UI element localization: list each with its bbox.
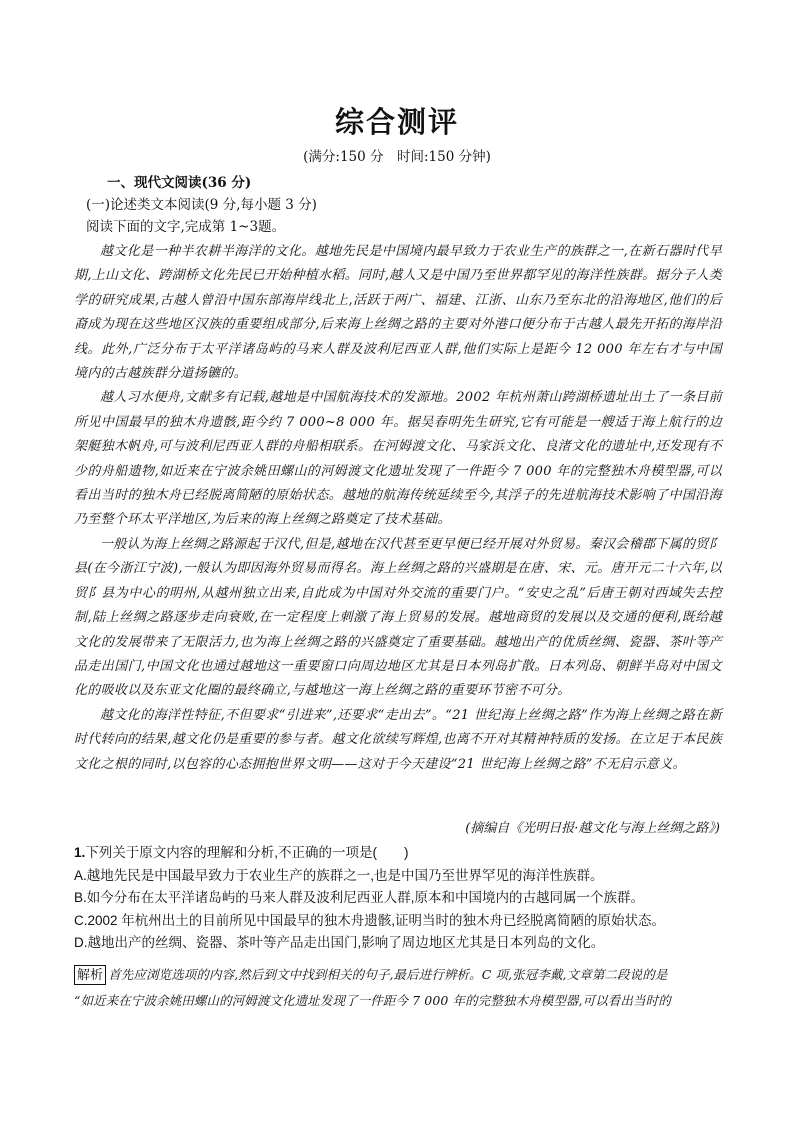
analysis-tag: 解析 [74, 965, 106, 985]
passage-paragraph: 越文化是一种半农耕半海洋的文化。越地先民是中国境内最早致力于农业生产的族群之一,在新石器时代早期,上山文化、跨湖桥文化先民已开始种植水稻。同时,越人又是中国乃至世界都罕见的海洋性族群。据分子人类学的研究成果,古越人曾沿中国东部海岸线北上,活跃于两广、福建、江浙、山东乃至东北的沿海地区,他们的后裔成为现在这些地区汉族的重要组成部分,后来海上丝绸之路的主要对外港口便分布于古越人最先开拓的海岸沿线。此外,广泛分布于太平洋诸岛屿的马来人群及波利尼西亚人群,他们实际上是距今 12 000 年左右才与中国境内的古越族群分道扬镳的。 [74, 244, 722, 382]
subsection-heading: (一)论述类文本阅读(9 分,每小题 3 分) [86, 197, 317, 213]
page-title: 综合测评 [334, 105, 459, 139]
reading-instruction: 阅读下面的文字,完成第 1~3题。 [86, 219, 286, 235]
option-a: A.越地先民是中国最早致力于农业生产的族群之一,也是中国乃至世界罕见的海洋性族群。 [74, 867, 604, 883]
option-c: C.2002 年杭州出土的目前所见中国最早的独木舟遗骸,证明当时的独木舟已经脱离简陋的原始状态。 [74, 912, 666, 928]
section-heading: 一、现代文阅读(36 分) [107, 175, 252, 191]
passage-paragraph: 越文化的海洋性特征,不但要求“引进来”,还要求“走出去”。“21 世纪海上丝绸之路”作为海上丝绸之路在新时代转向的结果,越文化仍是重要的参与者。越文化欲续写辉煌,也离不开对其精神特质的发扬。在立足于本民族文化之根的同时,以包容的心态拥抱世界文明——这对于今天建设“21 世纪海上丝绸之路”不无启示意义。 [74, 707, 722, 772]
analysis-line: “如近来在宁波余姚田螺山的河姆渡文化遗址发现了一件距今 7 000 年的完整独木舟模型器,可以看出当时的 [74, 993, 671, 1008]
passage-paragraph: 越人习水便舟,文献多有记载,越地是中国航海技术的发源地。2002 年杭州萧山跨湖桥遗址出土了一条目前所见中国最早的独木舟遗骸,距今约 7 000~8 000 年。据吴春明先生研究,它有可能是一艘适于海上航行的边架艇独木帆舟,可与波利尼西亚人群的舟船相联系。在河姆渡文化、马家浜文化、良渚文化的遗址中,还发现有不少的舟船遗物,如近来在宁波余姚田螺山的河姆渡文化遗址发现了一件距今 7 000 年的完整独木舟模型器,可以看出当时的独木舟已经脱离简陋的原始状态。越地的航海传统延续至今,其浮子的先进航海技术影响了中国沿海乃至整个环太平洋地区,为后来的海上丝绸之路奠定了技术基础。 [74, 390, 722, 528]
reading-passage [74, 240, 722, 777]
question-number: 1. [74, 845, 86, 860]
answer-analysis [74, 962, 724, 1014]
exam-meta: (满分:150 分 时间:150 分钟) [303, 149, 491, 165]
question-stem [74, 842, 724, 865]
option-d: D.越地出产的丝绸、瓷器、茶叶等产品走出国门,影响了周边地区尤其是日本列岛的文化。 [74, 935, 605, 950]
analysis-text: 首先应浏览选项的内容,然后到文中找到相关的句子,最后进行辨析。C 项,张冠李戴,文章第二段说的是 [108, 967, 668, 982]
question-text: 下列关于原文内容的理解和分析,不正确的一项是( ) [85, 845, 409, 860]
passage-source: (摘编自《光明日报·越文化与海上丝绸之路》) [465, 821, 720, 836]
option-b: B.如今分布在太平洋诸岛屿的马来人群及波利尼西亚人群,原本和中国境内的古越同属一个族群。 [74, 890, 645, 905]
analysis-line [74, 962, 724, 988]
passage-paragraph: 一般认为海上丝绸之路源起于汉代,但是,越地在汉代甚至更早便已经开展对外贸易。秦汉会稽郡下属的贸阝县(在今浙江宁波),一般认为即因海外贸易而得名。海上丝绸之路的兴盛期是在唐、宋、元。唐开元二十六年,以贸阝县为中心的明州,从越州独立出来,自此成为中国对外交流的重要门户。“安史之乱”后唐王朝对西域失去控制,陆上丝绸之路逐步走向衰败,在一定程度上刺激了海上贸易的发展。越地商贸的发展以及交通的便利,既给越文化的发展带来了无限活力,也为海上丝绸之路的兴盛奠定了重要基础。越地出产的优质丝绸、瓷器、茶叶等产品走出国门,中国文化也通过越地这一重要窗口向周边地区尤其是日本列岛扩散。日本列岛、朝鲜半岛对中国文化的吸收以及东亚文化圈的最终确立,与越地这一海上丝绸之路的重要环节密不可分。 [74, 536, 722, 699]
question-1 [74, 842, 724, 955]
